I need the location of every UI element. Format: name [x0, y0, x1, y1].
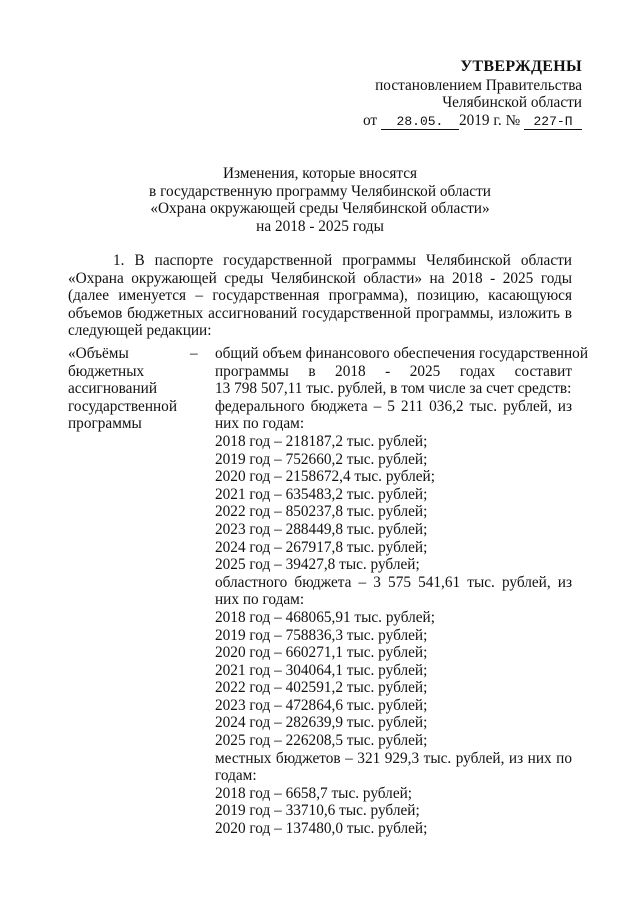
regional-budget: областного бюджета – 3 575 541,61 тыс. рублей, из них по годам: [215, 573, 572, 609]
federal-year: 2019 год – 752660,2 тыс. рублей; [215, 450, 428, 468]
main-paragraph [68, 252, 572, 340]
regional-year: 2022 год – 402591,2 тыс. рублей; [215, 679, 428, 697]
regional-year: 2018 год – 468065,91 тыс. рублей; [215, 608, 435, 626]
decree-date: 28.05. [381, 114, 459, 130]
regional-year: 2024 год – 282639,9 тыс. рублей; [215, 714, 428, 732]
federal-year: 2022 год – 850237,8 тыс. рублей; [215, 503, 428, 521]
intro-line-3: 13 798 507,11 тыс. рублей, в том числе за счет средств: [215, 380, 572, 398]
regional-year: 2020 год – 660271,1 тыс. рублей; [215, 644, 428, 662]
left-line: программы [68, 415, 142, 433]
table-right-column [215, 345, 589, 838]
region-line: Челябинской области [442, 94, 582, 112]
intro-line-1: общий объем финансового обеспечения государственной [215, 345, 589, 362]
federal-budget: федерального бюджета – 5 211 036,2 тыс. рублей, из них по годам: [215, 397, 572, 433]
local-budget: местных бюджетов – 321 929,3 тыс. рублей, из них по годам: [215, 749, 572, 785]
table-left-column [68, 345, 208, 433]
date-number-line [352, 112, 582, 130]
left-line: «Объёмы [68, 345, 129, 362]
regional-year: 2025 год – 226208,5 тыс. рублей; [215, 732, 428, 750]
title-line-3: «Охрана окружающей среды Челябинской области» [150, 200, 490, 218]
approval-block [352, 58, 582, 130]
federal-year: 2021 год – 635483,2 тыс. рублей; [215, 485, 428, 503]
regional-year: 2023 год – 472864,6 тыс. рублей; [215, 696, 428, 714]
federal-year: 2023 год – 288449,8 тыс. рублей; [215, 520, 428, 538]
federal-year: 2018 год – 218187,2 тыс. рублей; [215, 432, 428, 450]
document-title [110, 165, 530, 235]
federal-year: 2025 год – 39427,8 тыс. рублей; [215, 556, 420, 574]
local-year: 2018 год – 6658,7 тыс. рублей; [215, 784, 413, 802]
local-year: 2019 год – 33710,6 тыс. рублей; [215, 802, 420, 820]
intro-line-2: программы в 2018 - 2025 годах составит [215, 362, 572, 380]
table-dash: – [190, 345, 198, 362]
title-line-1: Изменения, которые вносятся [222, 165, 418, 182]
decree-year: 2019 г. № [458, 111, 521, 129]
local-year: 2020 год – 137480,0 тыс. рублей; [215, 820, 428, 838]
regional-year: 2021 год – 304064,1 тыс. рублей; [215, 661, 428, 679]
left-line: бюджетных [68, 362, 145, 380]
title-line-4: на 2018 - 2025 годы [256, 217, 384, 235]
paragraph-text: 1. В паспорте государственной программы Челябинской области «Охрана окружающей среды Челябинской области» на 2018 - 2025 годы (далее именуется – государственная программа), позицию, касающуюся объемов бюджетных ассигнований государственной программы, изложить в следующей редакции: [68, 252, 572, 340]
decree-number: 227-П [524, 114, 582, 130]
approved-heading: УТВЕРЖДЕНЫ [460, 58, 582, 75]
title-line-2: в государственную программу Челябинской области [149, 182, 491, 200]
federal-year: 2020 год – 2158672,4 тыс. рублей; [215, 468, 435, 486]
from-label: от [362, 111, 378, 129]
left-line: государственной [68, 397, 178, 415]
left-line: ассигнований [68, 380, 158, 398]
approved-by-line: постановлением Правительства [375, 76, 582, 94]
regional-year: 2019 год – 758836,3 тыс. рублей; [215, 626, 428, 644]
federal-year: 2024 год – 267917,8 тыс. рублей; [215, 538, 428, 556]
